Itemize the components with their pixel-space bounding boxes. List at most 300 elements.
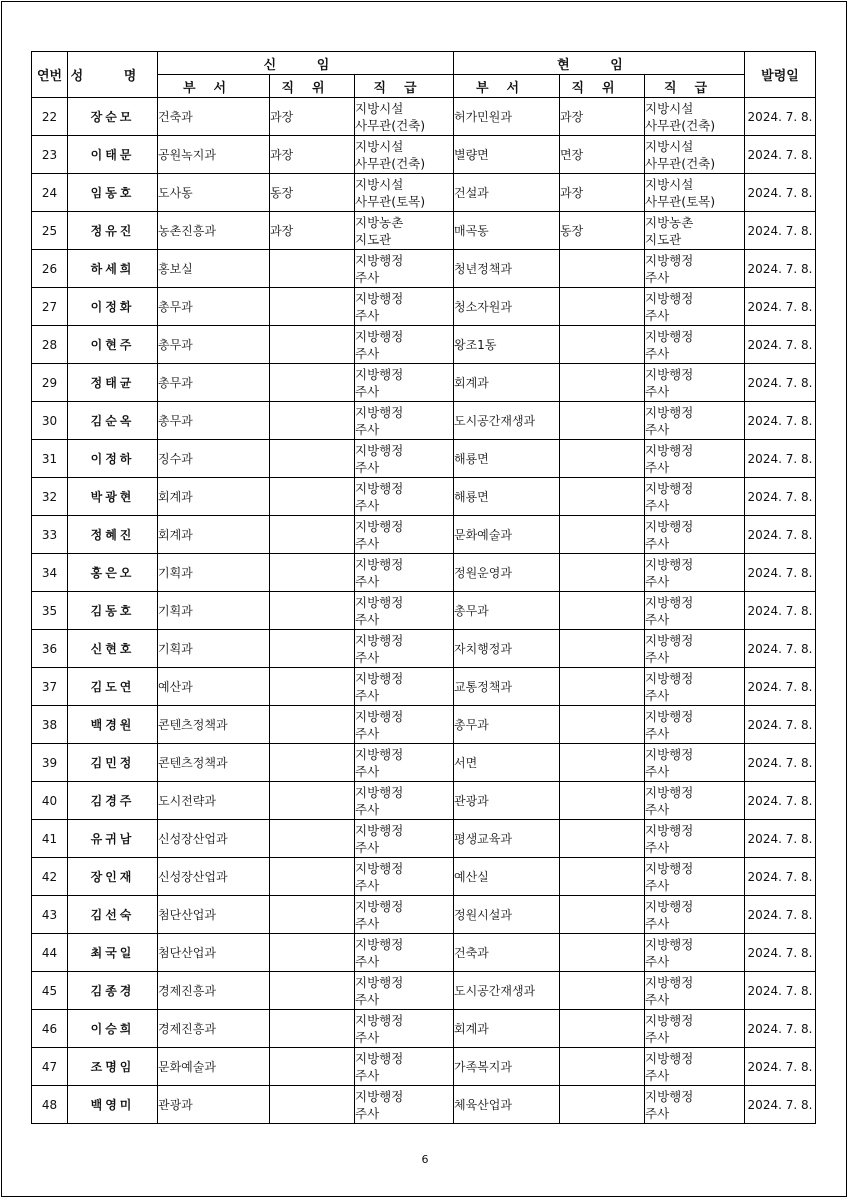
new-grade	[355, 288, 454, 326]
row-number: 26	[32, 250, 68, 288]
table-row	[32, 630, 816, 668]
table-row	[32, 782, 816, 820]
table-row	[32, 516, 816, 554]
new-grade	[355, 972, 454, 1010]
employee-name: 이정화	[68, 288, 158, 326]
new-grade	[355, 554, 454, 592]
new-position	[270, 288, 355, 326]
new-grade-line: 지도관	[355, 231, 392, 247]
table-row	[32, 402, 816, 440]
new-grade	[355, 516, 454, 554]
new-grade-line: 주사	[355, 915, 380, 931]
current-department: 회계과	[454, 1010, 560, 1048]
table-row	[32, 554, 816, 592]
current-grade	[645, 554, 745, 592]
new-grade-line: 지방행정	[355, 556, 404, 572]
current-grade-line: 주사	[645, 1105, 670, 1121]
new-grade-line: 지방행정	[355, 594, 404, 610]
new-position	[270, 440, 355, 478]
current-position	[560, 858, 645, 896]
new-position	[270, 364, 355, 402]
row-number: 41	[32, 820, 68, 858]
current-grade-line: 주사	[645, 687, 670, 703]
current-grade-line: 사무관(건축)	[645, 117, 716, 133]
new-grade-line: 지방행정	[355, 974, 404, 990]
new-position	[270, 402, 355, 440]
current-grade	[645, 744, 745, 782]
current-position	[560, 1010, 645, 1048]
new-grade	[355, 98, 454, 136]
current-position	[560, 592, 645, 630]
new-grade-line: 지방행정	[355, 442, 404, 458]
appointment-date: 2024. 7. 8.	[745, 630, 816, 668]
appointment-date: 2024. 7. 8.	[745, 288, 816, 326]
new-grade	[355, 744, 454, 782]
employee-name: 홍은오	[68, 554, 158, 592]
current-grade-line: 주사	[645, 307, 670, 323]
new-department: 경제진흥과	[158, 972, 270, 1010]
new-grade-line: 주사	[355, 1067, 380, 1083]
current-department: 정원운영과	[454, 554, 560, 592]
current-grade-line: 주사	[645, 953, 670, 969]
current-grade-line: 사무관(건축)	[645, 155, 716, 171]
header-no: 연번	[32, 52, 68, 98]
new-grade	[355, 706, 454, 744]
current-grade	[645, 820, 745, 858]
appointment-date: 2024. 7. 8.	[745, 1010, 816, 1048]
employee-name: 백영미	[68, 1086, 158, 1124]
current-grade-line: 주사	[645, 839, 670, 855]
new-grade-line: 주사	[355, 877, 380, 893]
appointment-date: 2024. 7. 8.	[745, 744, 816, 782]
new-department: 문화예술과	[158, 1048, 270, 1086]
new-grade-line: 지방행정	[355, 936, 404, 952]
current-department: 허가민원과	[454, 98, 560, 136]
new-grade-line: 지방행정	[355, 860, 404, 876]
new-grade	[355, 364, 454, 402]
new-department: 도사동	[158, 174, 270, 212]
current-department: 관광과	[454, 782, 560, 820]
current-department: 예산실	[454, 858, 560, 896]
current-department: 평생교육과	[454, 820, 560, 858]
current-department: 도시공간재생과	[454, 972, 560, 1010]
header-date: 발령일	[745, 52, 816, 98]
current-department: 정원시설과	[454, 896, 560, 934]
new-grade-line: 지방시설	[355, 176, 404, 192]
new-grade	[355, 250, 454, 288]
new-position	[270, 516, 355, 554]
current-grade-line: 지방행정	[645, 366, 694, 382]
current-department: 해룡면	[454, 440, 560, 478]
table-row	[32, 858, 816, 896]
row-number: 24	[32, 174, 68, 212]
row-number: 42	[32, 858, 68, 896]
appointment-date: 2024. 7. 8.	[745, 1086, 816, 1124]
new-position	[270, 326, 355, 364]
table-row	[32, 668, 816, 706]
current-grade-line: 주사	[645, 269, 670, 285]
current-department: 체육산업과	[454, 1086, 560, 1124]
appointment-date: 2024. 7. 8.	[745, 98, 816, 136]
current-grade-line: 지방행정	[645, 442, 694, 458]
current-grade	[645, 326, 745, 364]
table-row	[32, 1010, 816, 1048]
current-grade	[645, 858, 745, 896]
current-department: 교통정책과	[454, 668, 560, 706]
row-number: 29	[32, 364, 68, 402]
new-grade-line: 지방행정	[355, 328, 404, 344]
new-grade-line: 주사	[355, 687, 380, 703]
current-position: 동장	[560, 212, 645, 250]
appointment-date: 2024. 7. 8.	[745, 136, 816, 174]
current-grade-line: 지방행정	[645, 290, 694, 306]
new-grade	[355, 402, 454, 440]
new-grade-line: 주사	[355, 345, 380, 361]
current-department: 해룡면	[454, 478, 560, 516]
new-grade-line: 주사	[355, 839, 380, 855]
appointment-date: 2024. 7. 8.	[745, 212, 816, 250]
new-grade-line: 지방행정	[355, 518, 404, 534]
header-new: 신 임	[158, 52, 454, 75]
current-grade-line: 주사	[645, 801, 670, 817]
new-department: 기획과	[158, 630, 270, 668]
employee-name: 김순옥	[68, 402, 158, 440]
current-position	[560, 516, 645, 554]
new-grade-line: 사무관(토목)	[355, 193, 426, 209]
new-grade	[355, 630, 454, 668]
row-number: 25	[32, 212, 68, 250]
current-position	[560, 554, 645, 592]
new-position	[270, 972, 355, 1010]
current-grade-line: 주사	[645, 459, 670, 475]
new-grade	[355, 858, 454, 896]
current-grade	[645, 668, 745, 706]
current-department: 청소자원과	[454, 288, 560, 326]
new-grade	[355, 668, 454, 706]
current-grade-line: 주사	[645, 611, 670, 627]
current-grade-line: 주사	[645, 573, 670, 589]
table-row	[32, 1048, 816, 1086]
current-department: 회계과	[454, 364, 560, 402]
new-position	[270, 934, 355, 972]
current-department: 왕조1동	[454, 326, 560, 364]
new-grade-line: 주사	[355, 459, 380, 475]
new-grade	[355, 1010, 454, 1048]
row-number: 48	[32, 1086, 68, 1124]
new-department: 총무과	[158, 326, 270, 364]
current-grade-line: 주사	[645, 421, 670, 437]
new-department: 첨단산업과	[158, 934, 270, 972]
new-grade-line: 주사	[355, 1105, 380, 1121]
current-grade-line: 지방행정	[645, 594, 694, 610]
current-grade-line: 지방행정	[645, 556, 694, 572]
new-position	[270, 478, 355, 516]
appointment-date: 2024. 7. 8.	[745, 478, 816, 516]
current-grade-line: 지방시설	[645, 176, 694, 192]
row-number: 30	[32, 402, 68, 440]
new-department: 기획과	[158, 554, 270, 592]
appointment-date: 2024. 7. 8.	[745, 364, 816, 402]
row-number: 28	[32, 326, 68, 364]
current-grade-line: 지방행정	[645, 252, 694, 268]
current-position	[560, 820, 645, 858]
new-department: 도시전략과	[158, 782, 270, 820]
current-position	[560, 782, 645, 820]
current-grade-line: 지방행정	[645, 708, 694, 724]
employee-name: 김도연	[68, 668, 158, 706]
appointment-date: 2024. 7. 8.	[745, 668, 816, 706]
header-new-dept: 부서	[158, 75, 270, 98]
table-row	[32, 136, 816, 174]
employee-name: 최국일	[68, 934, 158, 972]
current-grade-line: 지방행정	[645, 1050, 694, 1066]
current-department: 서면	[454, 744, 560, 782]
appointment-date: 2024. 7. 8.	[745, 896, 816, 934]
new-department: 농촌진흥과	[158, 212, 270, 250]
employee-name: 조명임	[68, 1048, 158, 1086]
new-position	[270, 668, 355, 706]
employee-name: 정혜진	[68, 516, 158, 554]
new-position	[270, 250, 355, 288]
new-position	[270, 820, 355, 858]
new-position	[270, 896, 355, 934]
new-grade-line: 지방시설	[355, 100, 404, 116]
new-position	[270, 744, 355, 782]
new-grade	[355, 326, 454, 364]
current-department: 별량면	[454, 136, 560, 174]
table-row	[32, 212, 816, 250]
new-position	[270, 706, 355, 744]
current-grade	[645, 934, 745, 972]
appointment-date: 2024. 7. 8.	[745, 706, 816, 744]
new-grade-line: 주사	[355, 497, 380, 513]
appointment-date: 2024. 7. 8.	[745, 440, 816, 478]
current-grade-line: 주사	[645, 535, 670, 551]
current-grade-line: 주사	[645, 649, 670, 665]
appointment-date: 2024. 7. 8.	[745, 592, 816, 630]
current-grade	[645, 250, 745, 288]
current-position	[560, 896, 645, 934]
new-grade-line: 지방행정	[355, 822, 404, 838]
employee-name: 임동호	[68, 174, 158, 212]
new-grade-line: 지방행정	[355, 784, 404, 800]
appointment-date: 2024. 7. 8.	[745, 326, 816, 364]
employee-name: 장인재	[68, 858, 158, 896]
new-grade	[355, 782, 454, 820]
new-department: 콘텐츠정책과	[158, 744, 270, 782]
new-grade-line: 사무관(건축)	[355, 155, 426, 171]
appointment-date: 2024. 7. 8.	[745, 174, 816, 212]
employee-name: 신현호	[68, 630, 158, 668]
new-grade-line: 지방행정	[355, 746, 404, 762]
appointment-date: 2024. 7. 8.	[745, 250, 816, 288]
current-grade-line: 주사	[645, 1067, 670, 1083]
current-position	[560, 934, 645, 972]
new-position	[270, 1086, 355, 1124]
current-position	[560, 326, 645, 364]
new-position: 과장	[270, 98, 355, 136]
current-department: 문화예술과	[454, 516, 560, 554]
current-grade-line: 지방시설	[645, 100, 694, 116]
current-grade	[645, 440, 745, 478]
current-department: 매곡동	[454, 212, 560, 250]
current-grade-line: 지방행정	[645, 518, 694, 534]
personnel-table	[31, 51, 816, 1124]
row-number: 31	[32, 440, 68, 478]
new-position	[270, 782, 355, 820]
page-number: 6	[421, 1153, 429, 1166]
new-grade	[355, 1048, 454, 1086]
employee-name: 하세희	[68, 250, 158, 288]
new-department: 총무과	[158, 364, 270, 402]
new-department: 기획과	[158, 592, 270, 630]
new-department: 건축과	[158, 98, 270, 136]
row-number: 43	[32, 896, 68, 934]
new-grade-line: 주사	[355, 953, 380, 969]
new-department: 회계과	[158, 516, 270, 554]
new-department: 총무과	[158, 288, 270, 326]
new-department: 경제진흥과	[158, 1010, 270, 1048]
current-position	[560, 630, 645, 668]
appointment-date: 2024. 7. 8.	[745, 972, 816, 1010]
table-row	[32, 972, 816, 1010]
row-number: 23	[32, 136, 68, 174]
new-grade	[355, 934, 454, 972]
table-body	[32, 98, 816, 1124]
row-number: 27	[32, 288, 68, 326]
new-grade	[355, 136, 454, 174]
new-position: 과장	[270, 212, 355, 250]
current-position	[560, 402, 645, 440]
row-number: 34	[32, 554, 68, 592]
employee-name: 정태균	[68, 364, 158, 402]
current-grade	[645, 1010, 745, 1048]
new-grade-line: 주사	[355, 725, 380, 741]
current-position: 과장	[560, 98, 645, 136]
current-grade-line: 주사	[645, 877, 670, 893]
header-name: 성 명	[68, 52, 158, 98]
new-grade-line: 주사	[355, 763, 380, 779]
row-number: 33	[32, 516, 68, 554]
table-row	[32, 820, 816, 858]
new-department: 회계과	[158, 478, 270, 516]
new-grade-line: 지방시설	[355, 138, 404, 154]
table-row	[32, 744, 816, 782]
new-grade-line: 지방행정	[355, 290, 404, 306]
new-department: 총무과	[158, 402, 270, 440]
new-grade-line: 지방행정	[355, 898, 404, 914]
employee-name: 이현주	[68, 326, 158, 364]
current-grade-line: 지방행정	[645, 632, 694, 648]
current-position	[560, 706, 645, 744]
appointment-date: 2024. 7. 8.	[745, 1048, 816, 1086]
current-grade	[645, 98, 745, 136]
employee-name: 김동호	[68, 592, 158, 630]
table-row	[32, 478, 816, 516]
current-department: 도시공간재생과	[454, 402, 560, 440]
appointment-date: 2024. 7. 8.	[745, 782, 816, 820]
table-row	[32, 364, 816, 402]
current-grade-line: 지방행정	[645, 328, 694, 344]
table-row	[32, 288, 816, 326]
appointment-date: 2024. 7. 8.	[745, 934, 816, 972]
new-grade	[355, 820, 454, 858]
row-number: 46	[32, 1010, 68, 1048]
new-grade-line: 주사	[355, 421, 380, 437]
new-grade	[355, 1086, 454, 1124]
employee-name: 유귀남	[68, 820, 158, 858]
current-position: 면장	[560, 136, 645, 174]
row-number: 36	[32, 630, 68, 668]
current-grade-line: 주사	[645, 383, 670, 399]
current-position	[560, 478, 645, 516]
new-grade	[355, 174, 454, 212]
employee-name: 이정하	[68, 440, 158, 478]
current-grade	[645, 174, 745, 212]
current-grade-line: 지방행정	[645, 1088, 694, 1104]
table-row	[32, 440, 816, 478]
current-grade	[645, 402, 745, 440]
new-position	[270, 1048, 355, 1086]
current-grade	[645, 364, 745, 402]
new-position	[270, 592, 355, 630]
row-number: 37	[32, 668, 68, 706]
row-number: 45	[32, 972, 68, 1010]
new-grade-line: 주사	[355, 535, 380, 551]
employee-name: 김민정	[68, 744, 158, 782]
new-grade-line: 지방행정	[355, 670, 404, 686]
new-department: 첨단산업과	[158, 896, 270, 934]
current-grade-line: 주사	[645, 1029, 670, 1045]
current-grade	[645, 136, 745, 174]
new-grade-line: 주사	[355, 383, 380, 399]
current-grade-line: 지방행정	[645, 974, 694, 990]
row-number: 47	[32, 1048, 68, 1086]
current-grade-line: 주사	[645, 991, 670, 1007]
header-new-grade: 직급	[355, 75, 454, 98]
appointment-date: 2024. 7. 8.	[745, 820, 816, 858]
new-grade	[355, 212, 454, 250]
new-grade-line: 주사	[355, 573, 380, 589]
current-position: 과장	[560, 174, 645, 212]
new-grade-line: 주사	[355, 269, 380, 285]
current-department: 자치행정과	[454, 630, 560, 668]
new-grade-line: 지방행정	[355, 708, 404, 724]
new-grade-line: 지방행정	[355, 1088, 404, 1104]
current-grade-line: 지방시설	[645, 138, 694, 154]
current-position	[560, 250, 645, 288]
current-grade-line: 지방행정	[645, 784, 694, 800]
current-position	[560, 440, 645, 478]
new-grade-line: 사무관(건축)	[355, 117, 426, 133]
table-row	[32, 1086, 816, 1124]
current-grade	[645, 516, 745, 554]
current-grade-line: 지방행정	[645, 898, 694, 914]
current-grade-line: 지방행정	[645, 404, 694, 420]
new-grade-line: 주사	[355, 611, 380, 627]
new-department: 신성장산업과	[158, 858, 270, 896]
current-grade	[645, 782, 745, 820]
header-cur-dept: 부서	[454, 75, 560, 98]
current-department: 건축과	[454, 934, 560, 972]
header-current: 현 임	[454, 52, 745, 75]
current-grade-line: 지방행정	[645, 936, 694, 952]
employee-name: 정유진	[68, 212, 158, 250]
employee-name: 박광현	[68, 478, 158, 516]
current-position	[560, 744, 645, 782]
current-grade-line: 지방행정	[645, 860, 694, 876]
row-number: 35	[32, 592, 68, 630]
